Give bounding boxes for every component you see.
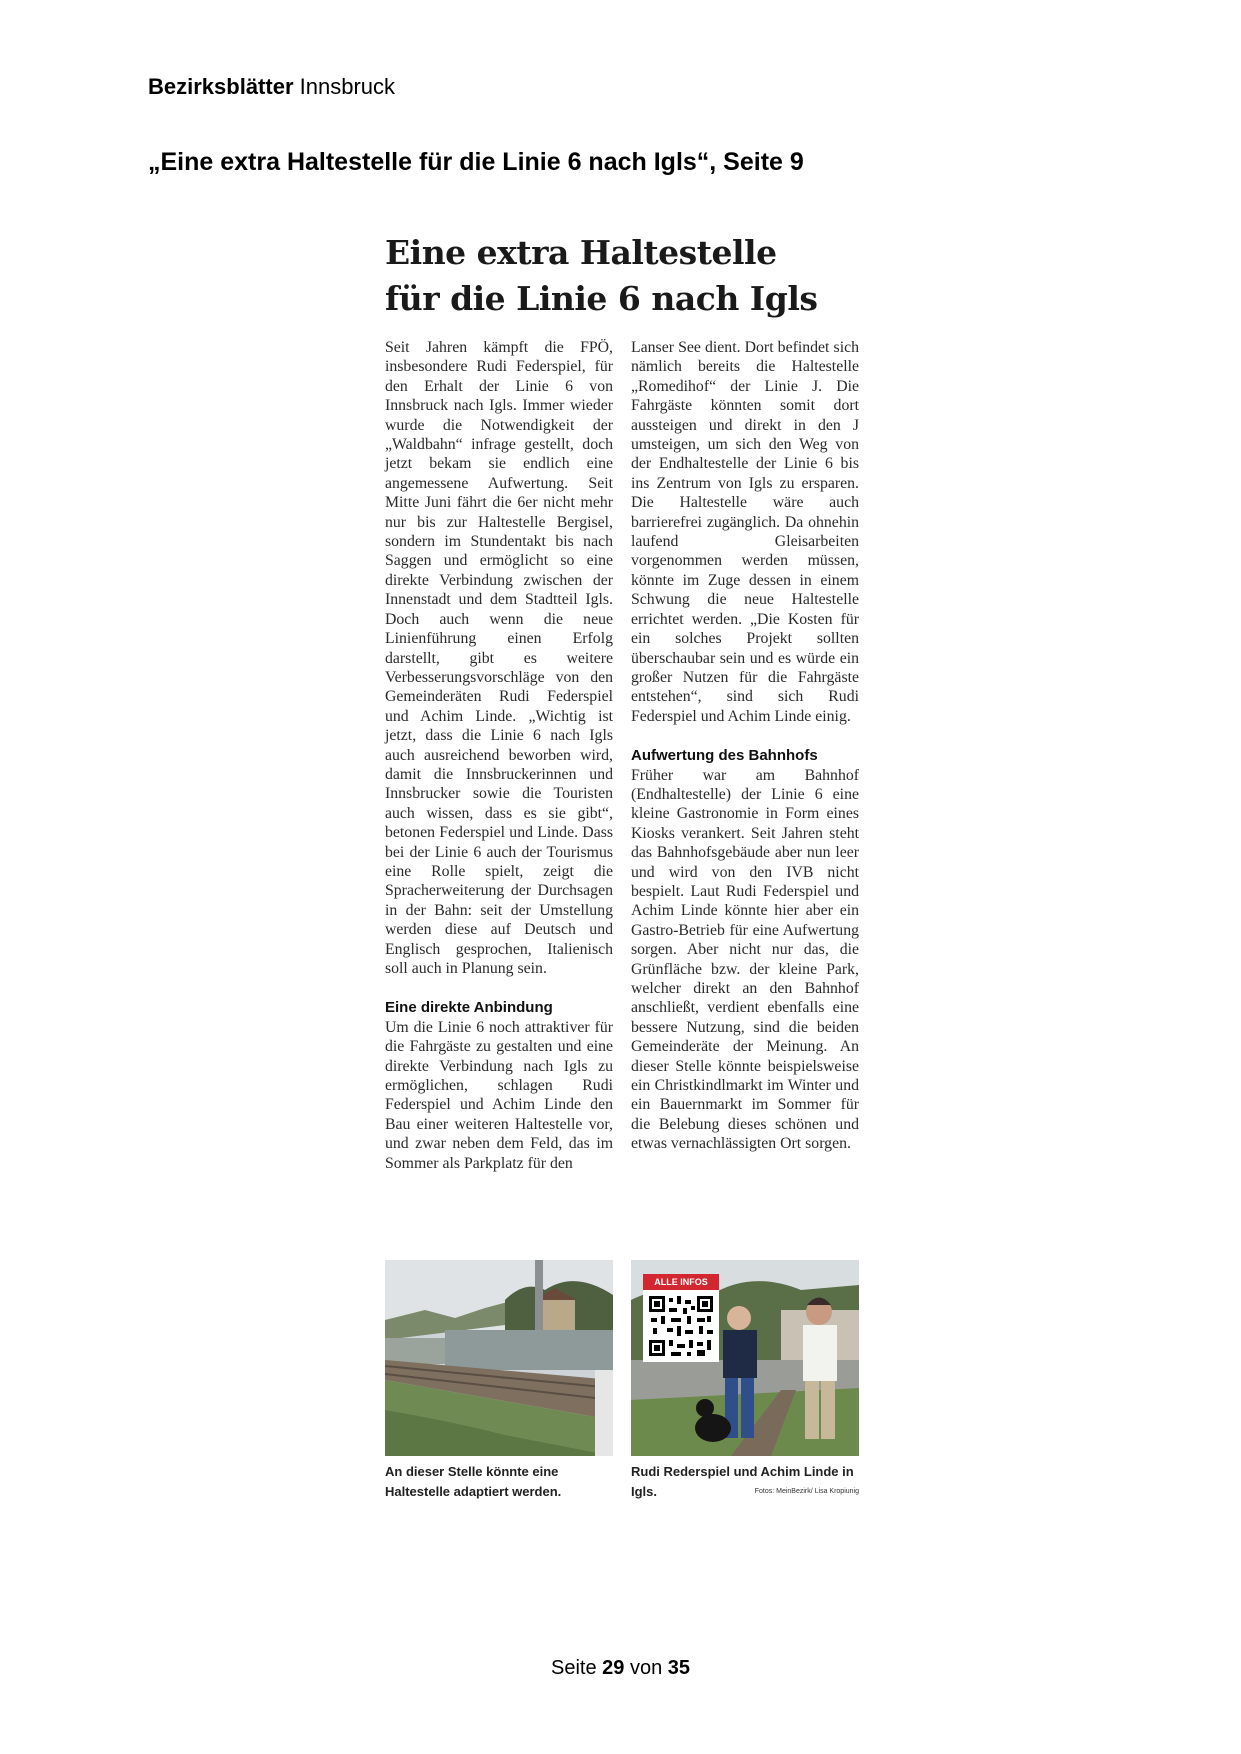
current-page: 29 — [602, 1657, 625, 1679]
page-footer — [0, 1657, 1241, 1680]
headline-line-2: für die Linie 6 nach Igls — [385, 279, 818, 318]
article-paragraph: Seit Jahren kämpft die FPÖ, insbesondere Rudi Federspiel, für den Erhalt der Linie 6 von Innsbruck nach Igls. Immer wieder wurde die Notwendigkeit der „Waldbahn“ infrage gestellt, doch jetzt bekam sie endlich eine angemessene Aufwertung. Seit Mitte Juni fährt die 6er nicht mehr nur bis zur Haltestelle Bergisel, sondern im Stundentakt bis nach Saggen und ermöglicht so eine direkte Verbindung zwischen der Innenstadt und dem Stadtteil Igls. Doch auch wenn die neue Linienführung einen Erfolg darstellt, gibt es weitere Verbesserungsvorschläge von den Gemeinderäten Rudi Federspiel und Achim Linde. „Wichtig ist jetzt, dass die Linie 6 nach Igls auch ausreichend beworben wird, damit die Innsbruckerinnen und Innsbrucker sowie die Touristen auch wissen, dass es sie gibt“, betonen Federspiel und Linde. Dass bei der Linie 6 auch der Tourismus eine Rolle spielt, zeigt die Spracherweiterung der Durchsagen in der Bahn: seit der Umstellung werden diese auf Deutsch und Englisch gesprochen, Italienisch soll auch in Planung sein. — [385, 339, 613, 977]
document-header — [148, 74, 395, 100]
qr-code — [643, 1274, 719, 1362]
headline-line-1: Eine extra Haltestelle — [385, 233, 777, 272]
photo-caption-right — [631, 1462, 859, 1502]
caption-text: Rudi Rederspiel und Achim Linde in Igls. — [631, 1464, 854, 1499]
total-pages: 35 — [667, 1657, 690, 1679]
article-subheading: Aufwertung des Bahnhofs — [631, 747, 818, 765]
footer-middle: von — [624, 1657, 668, 1679]
article-paragraph: Früher war am Bahnhof (Endhaltestelle) der Linie 6 eine kleine Gastronomie in Form eines Kiosks verankert. Seit Jahren steht das Bahnhofsgebäude aber nun leer und wird von den IVB nicht bespielt. Laut Rudi Federspiel und Achim Linde könnte hier aber ein Gastro-Betrieb für eine Aufwertung sorgen. Aber nicht nur das, die Grünfläche bzw. der kleine Park, welcher direkt an den Bahnhof anschließt, verdient ebenfalls eine bessere Nutzung, sind die beiden Gemeinderäte der Meinung. An dieser Stelle könnte beispielsweise ein Christkindlmarkt im Winter und ein Bauernmarkt im Sommer für die Belebung dieses schönen und etwas vernachlässigten Ort sorgen. — [631, 766, 859, 1153]
article-headline — [385, 230, 855, 322]
publication-name: Bezirksblätter — [148, 74, 294, 99]
photo-credit: Fotos: MeinBezirk/ Lisa Kropiunig — [754, 1488, 859, 1495]
photo-railway-track — [385, 1260, 613, 1456]
photo-caption-left: An dieser Stelle könnte eine Haltestelle adaptiert werden. — [385, 1464, 562, 1499]
article-column-right — [631, 338, 859, 1154]
photo-federspiel-linde — [631, 1260, 859, 1456]
article-paragraph: Um die Linie 6 noch attraktiver für die Fahrgäste zu gestalten und eine direkte Verbindung nach Igls zu ermöglichen, schlagen Rudi Federspiel und Achim Linde den Bau einer weiteren Haltestelle vor, und zwar neben dem Feld, das im Sommer als Parkplatz für den — [385, 1018, 613, 1172]
document-title: „Eine extra Haltestelle für die Linie 6 nach Igls“, Seite 9 — [148, 148, 804, 176]
publication-region: Innsbruck — [293, 74, 396, 99]
qr-label: ALLE INFOS — [643, 1274, 719, 1290]
article-paragraph: Lanser See dient. Dort befindet sich nämlich bereits die Haltestelle „Romedihof“ der Linie J. Die Fahrgäste könnten somit dort aussteigen und direkt in den J umsteigen, um sich den Weg von der Endhaltestelle der Linie 6 bis ins Zentrum von Igls zu ersparen. Die Haltestelle wäre auch barrierefrei zugänglich. Da ohnehin laufend Gleisarbeiten vorgenommen werden müssen, könnte im Zuge dessen in einem Schwung die neue Haltestelle errichtet werden. „Die Kosten für ein solches Projekt sollten überschaubar sein und es würde ein großer Nutzen für die Fahrgäste entstehen“, sind sich Rudi Federspiel und Achim Linde einig. — [631, 339, 859, 725]
newspaper-clipping — [380, 230, 870, 1510]
article-subheading: Eine direkte Anbindung — [385, 999, 553, 1017]
footer-prefix: Seite — [550, 1657, 603, 1679]
article-column-left — [385, 338, 613, 1173]
